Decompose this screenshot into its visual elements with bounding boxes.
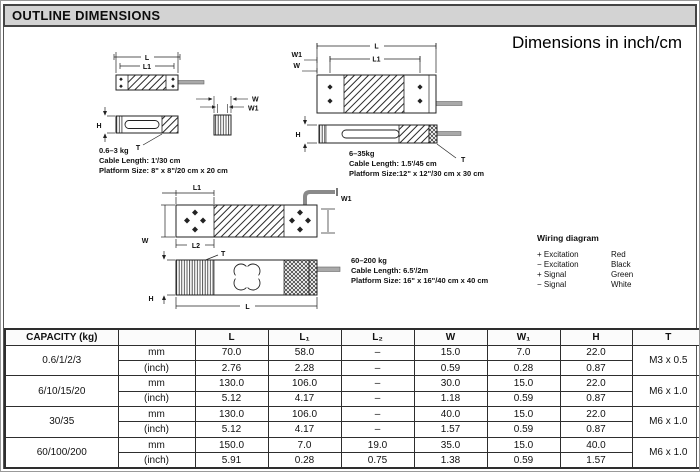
wiring-terminal: − Signal	[537, 280, 567, 289]
value-cell: 30.0	[414, 376, 487, 391]
dim-label-T-medium: T	[461, 157, 466, 164]
section-title: OUTLINE DIMENSIONS	[12, 8, 161, 23]
section-title-bar	[3, 4, 697, 27]
value-cell: 1.57	[414, 422, 487, 437]
wiring-row	[537, 280, 633, 290]
value-cell: 15.0	[487, 407, 560, 422]
capacity-range: 0.6–3 kg	[99, 146, 129, 155]
value-cell: 2.76	[195, 360, 268, 375]
value-cell: 4.17	[268, 422, 341, 437]
value-cell: –	[341, 391, 414, 406]
unit-cell: mm	[118, 407, 195, 422]
dimensions-table	[4, 328, 700, 469]
cable-stub	[178, 81, 204, 85]
dim-label-H-medium: H	[295, 132, 301, 139]
capacity-range: 6–35kg	[349, 149, 375, 158]
value-cell: 0.75	[341, 453, 414, 468]
small-loadcell-annotation	[99, 146, 228, 176]
thread-cell: M6 x 1.0	[632, 437, 700, 468]
wiring-color: Black	[611, 260, 631, 269]
value-cell: –	[341, 376, 414, 391]
cable-stub	[317, 267, 340, 272]
capacity-cell: 0.6/1/2/3	[5, 345, 118, 376]
unit-cell: (inch)	[118, 360, 195, 375]
dim-label-L1-medium: L1	[372, 56, 381, 64]
large-loadcell-annotation	[351, 256, 488, 286]
value-cell: 150.0	[195, 437, 268, 452]
header-L2: L₂	[341, 329, 414, 345]
value-cell: –	[341, 407, 414, 422]
value-cell: 5.12	[195, 391, 268, 406]
platform-size: Platform Size:12" x 12"/30 cm x 30 cm	[349, 169, 485, 178]
thread-cell: M6 x 1.0	[632, 376, 700, 407]
value-cell: 22.0	[560, 376, 632, 391]
value-cell: 22.0	[560, 407, 632, 422]
wiring-terminal: + Excitation	[537, 250, 579, 259]
value-cell: 7.0	[268, 437, 341, 452]
dim-label-T-large: T	[221, 251, 226, 258]
table-row	[5, 407, 700, 422]
platform-size: Platform Size: 8" x 8"/20 cm x 20 cm	[99, 166, 228, 175]
value-cell: 0.28	[487, 360, 560, 375]
dim-label-W1-medium: W1	[291, 52, 302, 59]
value-cell: 1.57	[560, 453, 632, 468]
unit-cell: (inch)	[118, 391, 195, 406]
dim-label-L-medium: L	[374, 43, 379, 51]
medium-top-view	[317, 75, 462, 113]
value-cell: 5.91	[195, 453, 268, 468]
value-cell: 19.0	[341, 437, 414, 452]
table-row	[5, 376, 700, 391]
content-frame	[3, 27, 697, 469]
dim-label-H-large: H	[148, 296, 154, 303]
value-cell: 0.28	[268, 453, 341, 468]
large-loadcell-drawing	[142, 185, 352, 311]
value-cell: 0.59	[487, 422, 560, 437]
value-cell: 0.87	[560, 422, 632, 437]
dim-label-L1-small: L1	[142, 64, 152, 71]
dim-label-W1-large: W1	[341, 196, 352, 203]
dim-label-T-small: T	[135, 145, 141, 152]
medium-loadcell-drawing	[292, 43, 467, 164]
platform-size: Platform Size: 16" x 16"/40 cm x 40 cm	[351, 276, 489, 285]
value-cell: 15.0	[414, 345, 487, 360]
value-cell: 0.59	[414, 360, 487, 375]
value-cell: 58.0	[268, 345, 341, 360]
small-top-view	[116, 75, 204, 90]
wiring-color: Green	[611, 270, 634, 279]
wiring-color: White	[611, 280, 632, 289]
capacity-cell: 60/100/200	[5, 437, 118, 468]
value-cell: –	[341, 422, 414, 437]
header-L1: L₁	[268, 329, 341, 345]
value-cell: 35.0	[414, 437, 487, 452]
unit-cell: mm	[118, 376, 195, 391]
units-note: Dimensions in inch/cm	[511, 33, 682, 52]
value-cell: 5.12	[195, 422, 268, 437]
unit-cell: (inch)	[118, 422, 195, 437]
clover-cutout	[234, 264, 260, 290]
value-cell: 130.0	[195, 407, 268, 422]
wiring-diagram	[537, 233, 633, 290]
value-cell: 130.0	[195, 376, 268, 391]
value-cell: 2.28	[268, 360, 341, 375]
unit-cell: mm	[118, 437, 195, 452]
thread-cell: M3 x 0.5	[632, 345, 700, 376]
dim-label-L-small: L	[144, 55, 150, 62]
header-H: H	[560, 329, 632, 345]
wiring-title: Wiring diagram	[537, 233, 599, 243]
capacity-range: 60–200 kg	[351, 256, 387, 265]
value-cell: 4.17	[268, 391, 341, 406]
cable-length: Cable Length: 1.5'/45 cm	[349, 159, 437, 168]
cable-length: Cable Length: 1'/30 cm	[99, 156, 181, 165]
threaded-section	[176, 260, 214, 295]
value-cell: 106.0	[268, 376, 341, 391]
value-cell: 0.59	[487, 391, 560, 406]
table-header-row	[5, 329, 700, 345]
capacity-cell: 30/35	[5, 407, 118, 438]
wiring-row	[537, 260, 633, 270]
header-capacity: CAPACITY (kg)	[5, 329, 118, 345]
value-cell: 1.38	[414, 453, 487, 468]
dim-label-L1-large: L1	[192, 185, 202, 192]
wiring-terminal: + Signal	[537, 270, 567, 279]
diagram-area	[4, 27, 696, 328]
small-loadcell-drawing	[96, 52, 259, 152]
cable-length: Cable Length: 6.5'/2m	[351, 266, 429, 275]
header-L: L	[195, 329, 268, 345]
header-W: W	[414, 329, 487, 345]
value-cell: –	[341, 345, 414, 360]
wiring-color: Red	[611, 250, 626, 259]
large-top-view	[176, 205, 317, 237]
value-cell: 0.87	[560, 360, 632, 375]
header-W1: W₁	[487, 329, 560, 345]
flexure-slot	[342, 130, 399, 138]
dim-label-W-small: W	[252, 96, 259, 104]
thread-cell: M6 x 1.0	[632, 407, 700, 438]
value-cell: 0.59	[487, 453, 560, 468]
cable-stub	[436, 102, 462, 106]
small-side-view	[116, 116, 178, 133]
unit-cell: (inch)	[118, 453, 195, 468]
value-cell: 7.0	[487, 345, 560, 360]
value-cell: 22.0	[560, 345, 632, 360]
value-cell: 0.87	[560, 391, 632, 406]
value-cell: 15.0	[487, 437, 560, 452]
value-cell: 40.0	[560, 437, 632, 452]
value-cell: 15.0	[487, 376, 560, 391]
header-T: T	[632, 329, 700, 345]
dim-label-L-large: L	[245, 304, 250, 311]
dim-label-W1-small: W1	[248, 105, 259, 113]
value-cell: 40.0	[414, 407, 487, 422]
table-row	[5, 345, 700, 360]
dim-label-H-small: H	[96, 123, 102, 130]
cable-stub	[437, 132, 461, 136]
small-end-view	[196, 96, 259, 135]
value-cell: 70.0	[195, 345, 268, 360]
wiring-row	[537, 250, 633, 260]
dim-label-W-medium: W	[293, 63, 300, 70]
wiring-row	[537, 270, 633, 280]
dim-label-W-large: W	[141, 238, 149, 245]
large-side-view	[176, 260, 340, 295]
dim-label-L2-large: L2	[191, 243, 201, 250]
flexure-slot	[125, 121, 159, 129]
wiring-terminal: − Excitation	[537, 260, 579, 269]
cable-elbow	[305, 192, 335, 205]
capacity-cell: 6/10/15/20	[5, 376, 118, 407]
medium-side-view	[319, 125, 461, 143]
value-cell: 106.0	[268, 407, 341, 422]
table-row	[5, 437, 700, 452]
unit-cell: mm	[118, 345, 195, 360]
medium-loadcell-annotation	[349, 149, 484, 179]
value-cell: 1.18	[414, 391, 487, 406]
value-cell: –	[341, 360, 414, 375]
header-unit	[118, 329, 195, 345]
